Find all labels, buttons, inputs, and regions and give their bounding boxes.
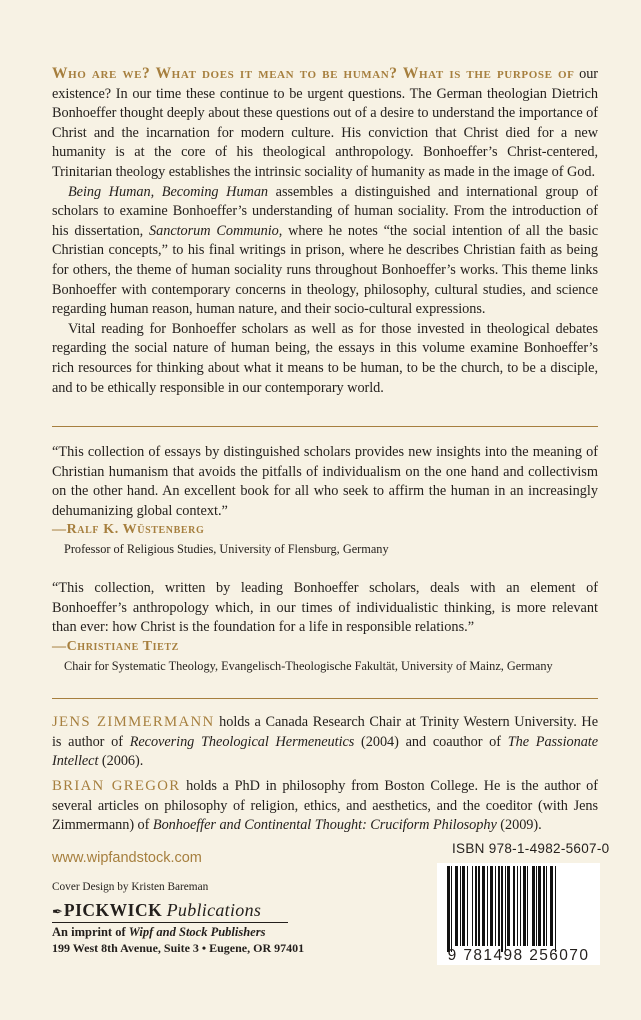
book-title: Bonhoeffer and Continental Thought: Cruciform Philosophy bbox=[152, 817, 497, 834]
barcode-bar bbox=[455, 866, 459, 946]
publisher-website[interactable]: www.wipfandstock.com bbox=[52, 850, 202, 866]
barcode-bar bbox=[447, 866, 450, 952]
barcode-bar bbox=[505, 866, 506, 952]
publisher-logo bbox=[52, 899, 292, 923]
barcode-bar bbox=[501, 866, 504, 952]
barcode-bar bbox=[550, 866, 554, 946]
author-bio-text: (2009). bbox=[496, 817, 542, 834]
barcode-bar bbox=[487, 866, 488, 946]
divider bbox=[52, 698, 598, 699]
imprint-text: An imprint of bbox=[52, 925, 129, 939]
barcode-bar bbox=[472, 866, 473, 946]
barcode-bar bbox=[527, 866, 528, 946]
barcode-bar bbox=[460, 866, 461, 946]
book-title: The Passionate Intellect bbox=[52, 733, 599, 770]
author-bio-text: (2006). bbox=[98, 753, 144, 770]
description-paragraph-2 bbox=[52, 183, 598, 320]
endorser-name: —Christiane Tietz bbox=[52, 638, 179, 654]
barcode-digits: 9 781498 256070 bbox=[447, 947, 590, 964]
author-bio bbox=[52, 777, 598, 836]
barcode bbox=[437, 863, 600, 965]
author-name: JENS ZIMMERMANN bbox=[52, 714, 215, 730]
endorser-role: Chair for Systematic Theology, Evangelisch-Theologische Fakultät, University of Mainz, Germany bbox=[64, 658, 553, 673]
description-paragraph-1 bbox=[52, 64, 598, 183]
endorsement-quote: “This collection, written by leading Bonhoeffer scholars, deals with an element of Bonhoeffer’s anthropology which, in our times of individualistic thinking, is more relevant than ever: how Christ is the foundation for a life in responsible relations.” bbox=[52, 580, 598, 636]
barcode-bar bbox=[555, 866, 556, 952]
imprint-line bbox=[52, 925, 265, 940]
publisher-underline bbox=[52, 922, 288, 923]
work-title: Sanctorum Communio bbox=[149, 222, 279, 239]
quill-icon: ✒ bbox=[52, 904, 63, 919]
barcode-bar bbox=[520, 866, 521, 946]
imprint-publisher: Wipf and Stock Publishers bbox=[128, 925, 266, 939]
author-bio-text: holds a Canada Research Chair at Trinity Western University. He is author of bbox=[52, 714, 598, 750]
barcode-bar bbox=[543, 866, 544, 946]
publisher-address: 199 West 8th Avenue, Suite 3 • Eugene, OR 97401 bbox=[52, 941, 305, 955]
endorsement bbox=[52, 579, 598, 675]
description-paragraph-3: Vital reading for Bonhoeffer scholars as well as for those invested in theological debates regarding the social nature of human being, the essays in this volume examine Bonhoeffer’s rich resources for thinking about what it means to be human, to be the church, to be a disciple, and to be ethically responsible in our contemporary world. bbox=[52, 320, 598, 396]
barcode-bar bbox=[482, 866, 485, 946]
barcode-bar bbox=[546, 866, 547, 946]
book-title: Recovering Theological Hermeneutics bbox=[129, 733, 355, 750]
divider bbox=[52, 426, 598, 427]
barcode-bar bbox=[490, 866, 494, 946]
publisher-name: PICKWICK bbox=[63, 900, 163, 920]
endorsement-quote: “This collection of essays by distinguished scholars provides new insights into the meaning of Christian humanism that avoids the pitfalls of individualism on the one hand and collectivism on the other hand. An excellent book for all who seek to affirm the human in an increasingly dehumanizing global context.” bbox=[52, 444, 598, 519]
endorsement bbox=[52, 443, 598, 558]
endorser-role: Professor of Religious Studies, University of Flensburg, Germany bbox=[64, 542, 389, 557]
author-bio bbox=[52, 713, 598, 772]
barcode-bar bbox=[523, 866, 526, 946]
barcode-bar bbox=[507, 866, 510, 946]
author-bio-text: holds a PhD in philosophy from Boston College. He is the author of several articles on philosophy of religion, ethics, and aesthetics, and the coeditor (with Jens Zimmermann) of bbox=[52, 778, 598, 834]
barcode-bar bbox=[451, 866, 452, 952]
barcode-bar bbox=[498, 866, 499, 946]
author-name: BRIAN GREGOR bbox=[52, 778, 181, 794]
description-text: , where he notes “the social intention of all the basic Christian concepts,” to his final writings in prison, where he describes Christian faith as being for others, the theme of human sociality runs throughout Bonhoeffer’s works. This theme links Bonhoeffer with contemporary concerns in theology, philosophy, cultural studies, and science regarding human reason, human nature, and their socio-cultural expressions. bbox=[52, 222, 599, 318]
barcode-bar bbox=[495, 866, 496, 946]
book-title: Being Human, Becoming Human bbox=[68, 183, 269, 200]
barcode-bar bbox=[467, 866, 468, 946]
barcode-bar bbox=[517, 866, 518, 946]
barcode-bar bbox=[462, 866, 465, 946]
barcode-bar bbox=[478, 866, 479, 946]
book-description bbox=[52, 64, 598, 398]
author-bio-text: (2004) and coauthor of bbox=[354, 733, 508, 750]
barcode-bar bbox=[532, 866, 535, 946]
endorser-name: —Ralf K. Wüstenberg bbox=[52, 522, 205, 538]
barcode-bar bbox=[536, 866, 537, 946]
barcode-bar bbox=[475, 866, 478, 946]
publisher-publications: Publications bbox=[166, 900, 262, 920]
barcode-bars bbox=[447, 866, 593, 948]
barcode-bar bbox=[513, 866, 514, 946]
isbn-label: ISBN 978-1-4982-5607-0 bbox=[452, 841, 610, 856]
barcode-bar bbox=[538, 866, 541, 946]
description-text: assembles a distinguished and international group of scholars to examine Bonhoeffer’s understanding of human sociality. From the introduction of his dissertation, bbox=[52, 183, 598, 239]
cover-design-credit: Cover Design by Kristen Bareman bbox=[52, 881, 209, 893]
description-text: our existence? In our time these continue to be urgent questions. The German theologian Dietrich Bonhoeffer thought deeply about these questions out of a desire to understand the importance of Christ and the incarnation for modern culture. His conviction that Christ died for a new humanity is at the core of his theological anthropology. Bonhoeffer’s Christ-centered, Trinitarian theology establishes the intrinsic sociality of humanity as made in the image of God. bbox=[52, 66, 599, 180]
lead-questions: Who are we? What does it mean to be human? What is the purpose of bbox=[52, 65, 575, 82]
